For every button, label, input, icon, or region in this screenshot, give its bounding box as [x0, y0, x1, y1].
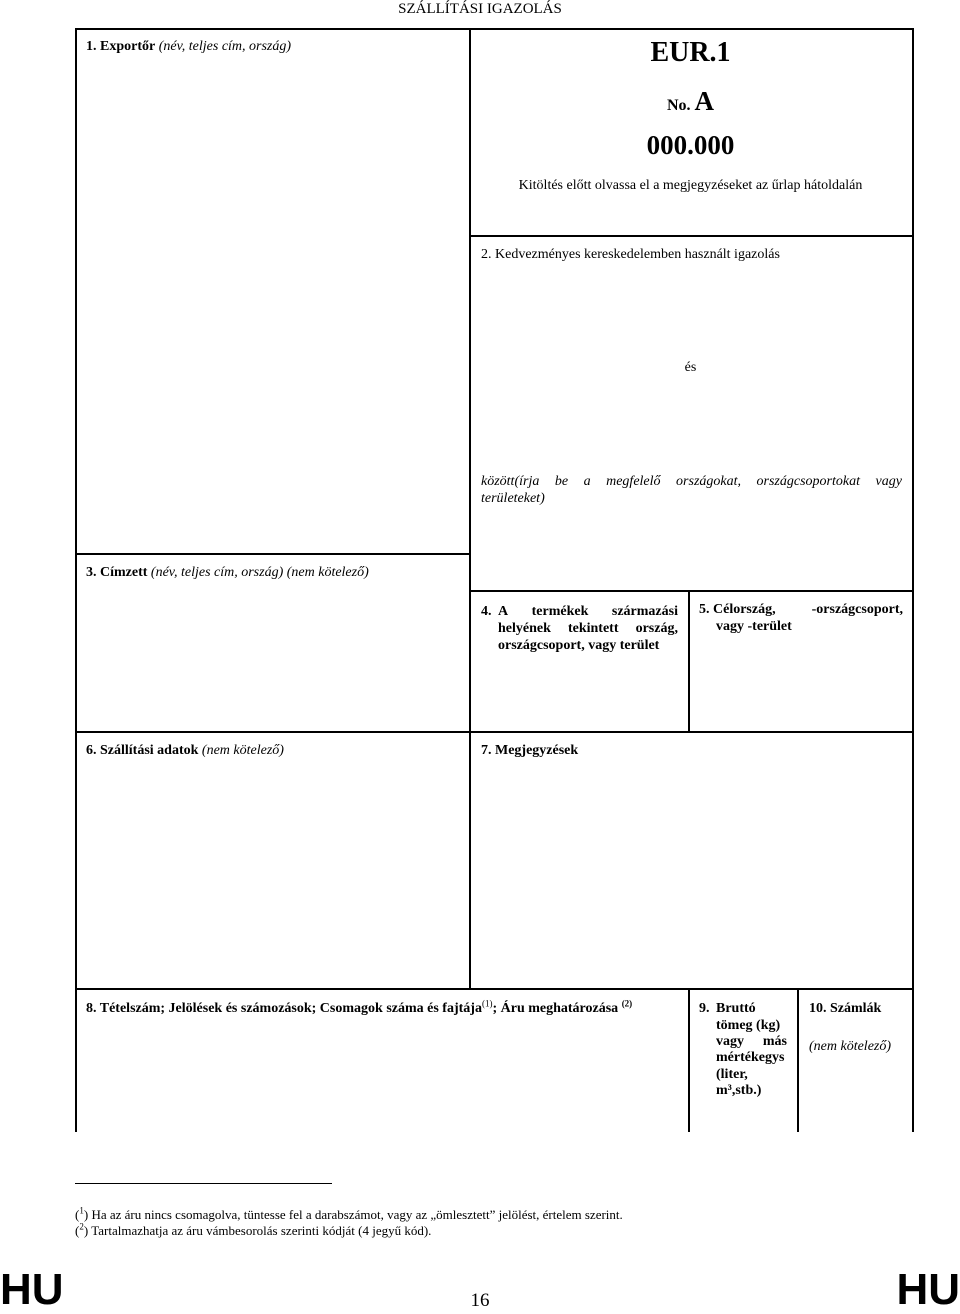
box8-footnote-ref-2: (2): [621, 998, 633, 1009]
box1-number: 1.: [86, 39, 97, 54]
box8-box9-divider: [688, 988, 690, 1132]
footnote-text: Tartalmazhatja az áru vámbesorolás szerinti kódját (4 jegyű kód).: [91, 1223, 432, 1238]
box4-word: A: [498, 604, 509, 619]
box8-title-b: ; Áru meghatározása: [492, 1001, 619, 1016]
cert-title: EUR.1: [650, 37, 731, 68]
box4-line1: [498, 603, 678, 620]
page-number: 16: [470, 1290, 490, 1311]
cert-instruction: Kitöltés előtt olvassa el a megjegyzéseket az űrlap hátoldalán: [518, 178, 863, 193]
box6-label: [86, 742, 284, 759]
box2-hint-line2: területeket): [481, 491, 545, 506]
box4-word: tekintett: [567, 621, 619, 636]
box8-title-a: Tételszám; Jelölések és számozások; Csomagok száma és fajtája: [99, 1001, 482, 1016]
box2-title: Kedvezményes kereskedelemben használt igazolás: [495, 247, 780, 262]
box1-title: Exportőr: [100, 39, 156, 54]
box4-box5-divider: [688, 590, 690, 733]
box8-footnote-ref-1: (1): [481, 998, 493, 1009]
box9-line4: mértékegys: [716, 1050, 785, 1065]
cert-series: A: [694, 86, 715, 116]
box2-hint-line1: [481, 473, 902, 490]
box3-number: 3.: [86, 565, 97, 580]
cert-no-prefix: No.: [666, 97, 691, 114]
box9-line3: [716, 1033, 787, 1050]
box9-word: vagy: [716, 1034, 744, 1049]
box5-number-title: 5. Célország,: [699, 602, 776, 617]
box10-hint: (nem kötelező): [809, 1039, 892, 1054]
box1-hint: (név, teljes cím, ország): [158, 39, 292, 54]
box7-number: 7.: [481, 743, 492, 758]
box4-word: ország,: [635, 621, 678, 636]
box9-number: 9.: [699, 1001, 710, 1016]
box6-number: 6.: [86, 743, 97, 758]
box10-label: [809, 1000, 881, 1017]
box4-word: termékek: [531, 604, 589, 619]
box4-line2: [498, 620, 678, 637]
footnote-separator: [75, 1183, 332, 1184]
box2-between: között(írja: [481, 474, 540, 489]
box2-label: [481, 246, 780, 263]
cert-box-bottom: [469, 235, 914, 237]
box3-label: [86, 564, 369, 581]
cert-number-line: [469, 84, 912, 123]
box5-line2: vagy -terület: [716, 619, 792, 634]
box2-hint-word: vagy: [875, 474, 902, 489]
box9-word: más: [762, 1034, 787, 1049]
document-title: SZÁLLÍTÁSI IGAZOLÁS: [398, 1, 562, 17]
form-right-border: [912, 28, 914, 1132]
box10-title: Számlák: [830, 1001, 882, 1016]
box8-label: [86, 1000, 632, 1017]
footer-country-left: HU: [0, 1265, 64, 1314]
box3-top: [75, 553, 471, 555]
box2-hint-word: megfelelő: [606, 474, 661, 489]
box2-and: és: [684, 360, 697, 375]
footnote-2: ($^2$) Tartalmazhatja az áru vámbesorolás szerinti kódját (4 jegyű kód).: [75, 1221, 432, 1238]
form-left-border: [75, 28, 77, 1132]
box10-number: 10.: [809, 1001, 827, 1016]
box2-hint-word: országokat,: [676, 474, 741, 489]
box7-title: Megjegyzések: [495, 743, 579, 758]
box9-line6: m³,stb.): [716, 1083, 762, 1098]
box8-top: [75, 988, 914, 990]
box9-line1: Bruttó: [716, 1001, 756, 1016]
box4-number: 4.: [481, 604, 492, 619]
box9-box10-divider: [797, 988, 799, 1132]
footnote-1: ($^1$) Ha az áru nincs csomagolva, tüntesse fel a darabszámot, vagy az „ömlesztett” jelölést, értelem szerint.: [75, 1205, 623, 1222]
left-column-divider: [469, 28, 471, 990]
box2-hint-word: be: [554, 474, 569, 489]
footer-country-right: HU: [896, 1265, 960, 1314]
box6-hint: (nem kötelező): [201, 743, 284, 758]
footnote-mark: 2: [79, 1221, 84, 1232]
box2-hint-word: a: [583, 474, 591, 489]
box5-label-right: -országcsoport,: [811, 602, 903, 617]
box6-title: Szállítási adatok: [100, 743, 199, 758]
box4-word: származási: [611, 604, 678, 619]
box8-number: 8.: [86, 1001, 97, 1016]
box4-top: [469, 590, 914, 592]
box6-top: [75, 731, 914, 733]
box1-label: [86, 38, 291, 55]
box2-number: 2.: [481, 247, 492, 262]
box2-hint-word: országcsoportokat: [756, 474, 860, 489]
box4-word: helyének: [498, 621, 551, 636]
box5-line1: [699, 601, 903, 618]
box9-line5: (liter,: [716, 1067, 748, 1082]
form-top-border: [75, 28, 914, 30]
cert-serial: 000.000: [646, 130, 735, 160]
box9-line2: tömeg (kg): [716, 1018, 781, 1033]
footnote-mark: 1: [79, 1205, 84, 1216]
box3-title: Címzett: [100, 565, 148, 580]
box3-hint: (név, teljes cím, ország) (nem kötelező): [150, 565, 369, 580]
footnote-text: Ha az áru nincs csomagolva, tüntesse fel a darabszámot, vagy az „ömlesztett” jelölést, értelem szerint.: [91, 1207, 623, 1222]
box4-line3: országcsoport, vagy terület: [498, 638, 660, 653]
box7-label: [481, 742, 578, 759]
